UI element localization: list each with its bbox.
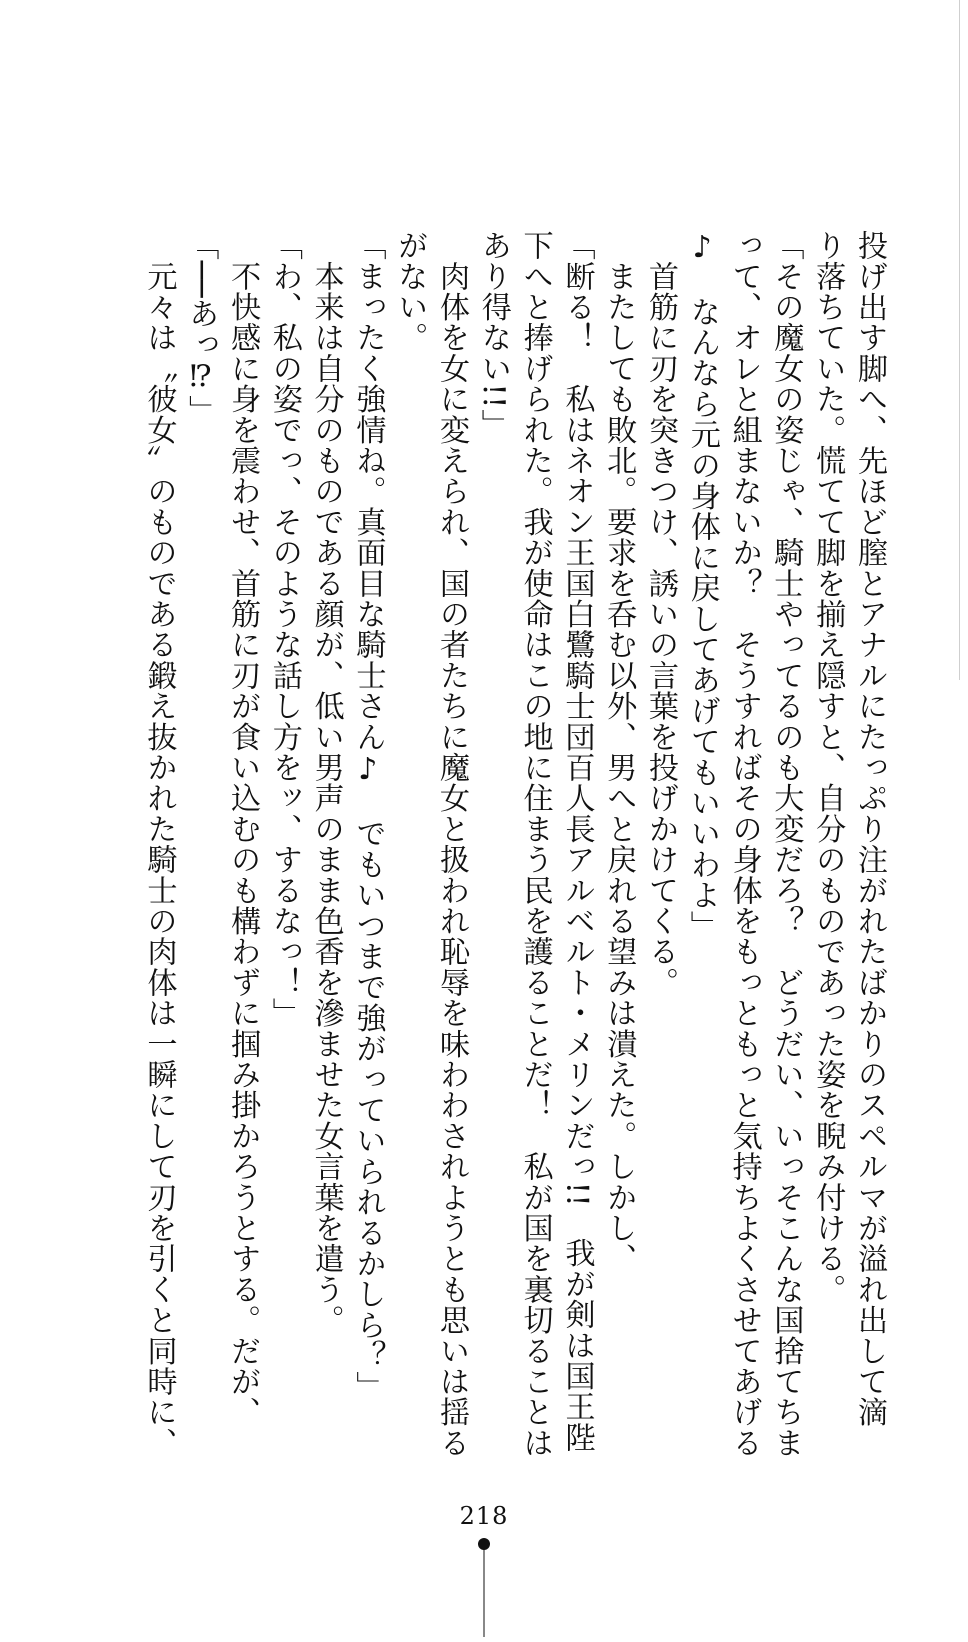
text-line: 「わ、私の姿でっ、そのような話し方をッ、するなっ！」: [266, 230, 302, 1029]
page-edge-line: [959, 0, 960, 680]
text-line: 「まったく強情ね。真面目な騎士さん♪ でもいつまで強がっていられるかしら？」: [350, 230, 386, 1402]
text-line: 元々は〝彼女〟のものである鍛え抜かれた騎士の肉体は一瞬にして刃を引くと同時に、: [141, 230, 177, 1458]
text-line: あり得ない!!」: [475, 230, 511, 440]
text-line: 肉体を女に変えられ、国の者たちに魔女と扱われ恥辱を味わわされようとも思いは揺る: [434, 230, 470, 1458]
text-line: って、オレと組まないか？ そうすればその身体をもっともっと気持ちよくさせてあげる: [726, 230, 762, 1458]
text-line: 「断る！ 私はネオン王国白鷺騎士団百人長アルベルト・メリンだっ!! 我が剣は国王陛: [559, 230, 595, 1453]
page-number: 218: [459, 1502, 509, 1530]
text-line: 首筋に刃を突きつけ、誘いの言葉を投げかけてくる。: [643, 230, 679, 998]
text-line: ♪ なんなら元の身体に戻してあげてもいいわよ」: [684, 230, 720, 941]
text-line: 下へと捧げられた。我が使命はこの地に住まう民を護ることだ！ 私が国を裏切ることは: [517, 230, 553, 1459]
text-line: またしても敗北。要求を呑む以外、男へと戻れる望みは潰えた。しかし、: [601, 230, 637, 1274]
text-line: 投げ出す脚へ、先ほど膣とアナルにたっぷり注がれたばかりのスペルマが溢れ出して滴: [852, 230, 887, 1428]
text-line: がない。: [392, 230, 428, 353]
text-line: 本来は自分のものである顔が、低い男声のまま色香を滲ませた女言葉を遣う。: [308, 230, 344, 1336]
vertical-text-body: [138, 230, 890, 1459]
bookmark-pin-icon: [477, 1537, 491, 1637]
text-line: 「──あっ⁉」: [183, 230, 219, 426]
text-line: 不快感に身を震わせ、首筋に刃が食い込むのも構わずに掴み掛かろうとする。だが、: [225, 230, 261, 1428]
text-line: り落ちていた。慌てて脚を揃え隠すと、自分のものであった姿を睨み付ける。: [810, 230, 846, 1305]
text-line: 「その魔女の姿じゃ、騎士やってるのも大変だろ？ どうだい、いっそこんな国捨てちま: [768, 230, 804, 1458]
